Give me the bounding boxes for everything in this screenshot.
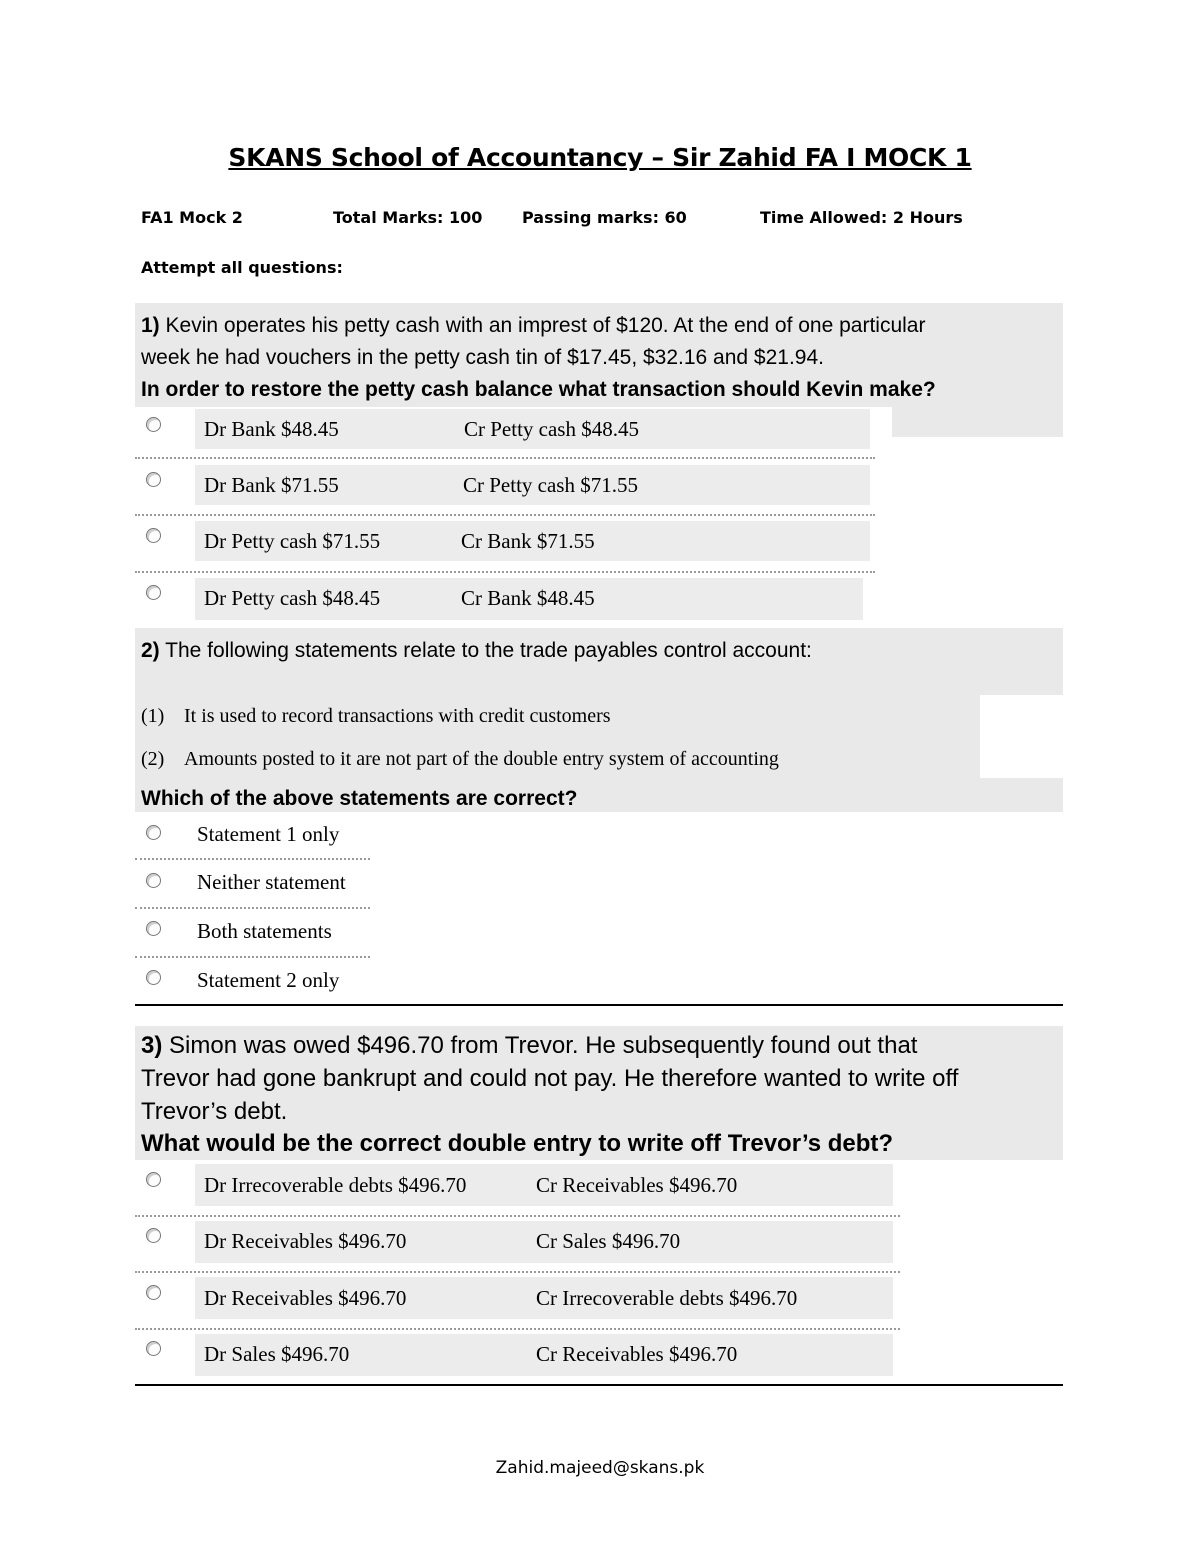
question-1-text-line2: week he had vouchers in the petty cash tin of $17.45, $32.16 and $21.94. [141, 346, 824, 369]
question-1-background-tail [892, 407, 1063, 437]
option-label: Neither statement [197, 870, 346, 894]
radio-button[interactable] [146, 528, 161, 543]
option-credit: Cr Receivables $496.70 [536, 1342, 738, 1366]
divider [135, 1215, 900, 1217]
option-debit: Dr Petty cash $71.55 [204, 529, 381, 553]
divider [135, 956, 370, 958]
section-divider [135, 1004, 1063, 1006]
option-label: Both statements [197, 919, 332, 943]
divider [135, 1271, 900, 1273]
statement-1-text: It is used to record transactions with credit customers [184, 705, 611, 727]
option-credit: Cr Bank $48.45 [461, 586, 595, 610]
option-label: Statement 1 only [197, 822, 340, 846]
option-debit: Dr Irrecoverable debts $496.70 [204, 1173, 467, 1197]
statement-2-text: Amounts posted to it are not part of the double entry system of accounting [184, 748, 779, 770]
radio-button[interactable] [146, 970, 161, 985]
question-number: 2) [141, 639, 160, 662]
page-title: SKANS School of Accountancy – Sir Zahid FA I MOCK 1 [228, 143, 972, 172]
radio-button[interactable] [146, 1228, 161, 1243]
radio-button[interactable] [146, 825, 161, 840]
section-divider [135, 1384, 1063, 1386]
statement-1-label: (1) [141, 705, 165, 727]
divider [135, 858, 370, 860]
divider [135, 514, 875, 516]
option-credit: Cr Petty cash $71.55 [463, 473, 638, 497]
question-3-text-line2: Trevor had gone bankrupt and could not pay. He therefore wanted to write off [141, 1065, 959, 1092]
question-2-text: 2) The following statements relate to the trade payables control account: [141, 639, 812, 662]
question-number: 1) [141, 314, 160, 337]
radio-button[interactable] [146, 1172, 161, 1187]
question-1-prompt: In order to restore the petty cash balance what transaction should Kevin make? [141, 378, 936, 401]
option-credit: Cr Receivables $496.70 [536, 1173, 738, 1197]
passing-marks: Passing marks: 60 [522, 208, 687, 227]
footer-email: Zahid.majeed@skans.pk [495, 1458, 705, 1478]
question-2-prompt: Which of the above statements are correct? [141, 787, 578, 810]
question-3-prompt: What would be the correct double entry to write off Trevor’s debt? [141, 1130, 894, 1157]
radio-button[interactable] [146, 921, 161, 936]
option-debit: Dr Petty cash $48.45 [204, 586, 381, 610]
divider [135, 457, 875, 459]
statement-2-label: (2) [141, 748, 165, 770]
question-1-text: 1) Kevin operates his petty cash with an imprest of $120. At the end of one particular [141, 314, 926, 337]
divider [135, 571, 875, 573]
radio-button[interactable] [146, 1285, 161, 1300]
option-debit: Dr Bank $48.45 [204, 417, 339, 441]
radio-button[interactable] [146, 873, 161, 888]
question-number: 3) [141, 1032, 163, 1059]
divider [135, 907, 370, 909]
radio-button[interactable] [146, 472, 161, 487]
radio-button[interactable] [146, 1341, 161, 1356]
question-3-text: 3) Simon was owed $496.70 from Trevor. He subsequently found out that [141, 1032, 918, 1059]
divider [135, 1328, 900, 1330]
option-credit: Cr Irrecoverable debts $496.70 [536, 1286, 798, 1310]
question-3-text-line3: Trevor’s debt. [141, 1098, 288, 1125]
option-credit: Cr Bank $71.55 [461, 529, 595, 553]
option-label: Statement 2 only [197, 968, 340, 992]
paper-name: FA1 Mock 2 [141, 208, 243, 227]
instruction: Attempt all questions: [141, 258, 343, 277]
radio-button[interactable] [146, 417, 161, 432]
option-debit: Dr Receivables $496.70 [204, 1286, 407, 1310]
option-credit: Cr Sales $496.70 [536, 1229, 681, 1253]
option-debit: Dr Bank $71.55 [204, 473, 339, 497]
radio-button[interactable] [146, 585, 161, 600]
total-marks: Total Marks: 100 [333, 208, 483, 227]
time-allowed: Time Allowed: 2 Hours [760, 208, 963, 227]
option-debit: Dr Sales $496.70 [204, 1342, 350, 1366]
option-credit: Cr Petty cash $48.45 [464, 417, 639, 441]
option-debit: Dr Receivables $496.70 [204, 1229, 407, 1253]
